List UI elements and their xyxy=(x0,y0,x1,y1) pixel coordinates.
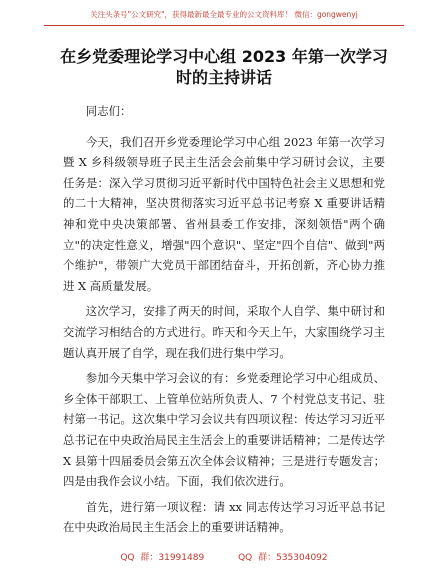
header-divider xyxy=(44,25,404,26)
paragraph-3: 参加今天集中学习会议的有：乡党委理论学习中心组成员、乡全体干部职工、上管单位站所负责人、7 个村党总支书记、驻村第一书记。这次集中学习会议共有四项议程：传达学习习近平总书记在中央政治局民主生活会上的重要讲话精神；二是传达学 X 县第十四届委员会第五次全体会议精神；三是进行专题发言；四是由我作会议小结。下面，我们依次进行。 xyxy=(63,371,385,489)
document-title: 在乡党委理论学习中心组 2023 年第一次学习时的主持讲话 xyxy=(60,47,388,87)
footer-contact xyxy=(0,550,448,563)
document-body xyxy=(63,101,385,543)
salutation: 同志们： xyxy=(85,104,132,118)
footer-qq-right: QQ 群：535304092 xyxy=(238,553,328,563)
header-banner: 关注头条号"公文研究"，获得最新最全最专业的公文资料库！ 微信：gongwenyj xyxy=(90,10,358,19)
footer-qq-left: QQ 群：31991489 xyxy=(120,553,205,563)
paragraph-2: 这次学习，安排了两天的时间，采取个人自学、集中研讨和交流学习相结合的方式进行。昨天和今天上午，大家围绕学习主题认真开展了自学，现在我们进行集中学习。 xyxy=(63,304,385,360)
paragraph-4: 首先，进行第一项议程：请 xx 同志传达学习习近平总书记在中央政治局民主生活会上的重要讲话精神。 xyxy=(63,499,385,535)
paragraph-1: 今天，我们召开乡党委理论学习中心组 2023 年第一次学习暨 X 乡科级领导班子民主生活会会前集中学习研讨会议，主要任务是：深入学习贯彻习近平新时代中国特色社会主义思想和党的二十大精神，坚决贯彻落实习近平总书记考察 X 重要讲话精神和党中央决策部署、省州县委工作安排，深刻领悟"两个确立"的决定性意义，增强"四个意识"、坚定"四个自信"、做到"两个维护"，带领广大党员干部团结奋斗，开拓创新，齐心协力推进 X 高质量发展。 xyxy=(63,134,385,293)
